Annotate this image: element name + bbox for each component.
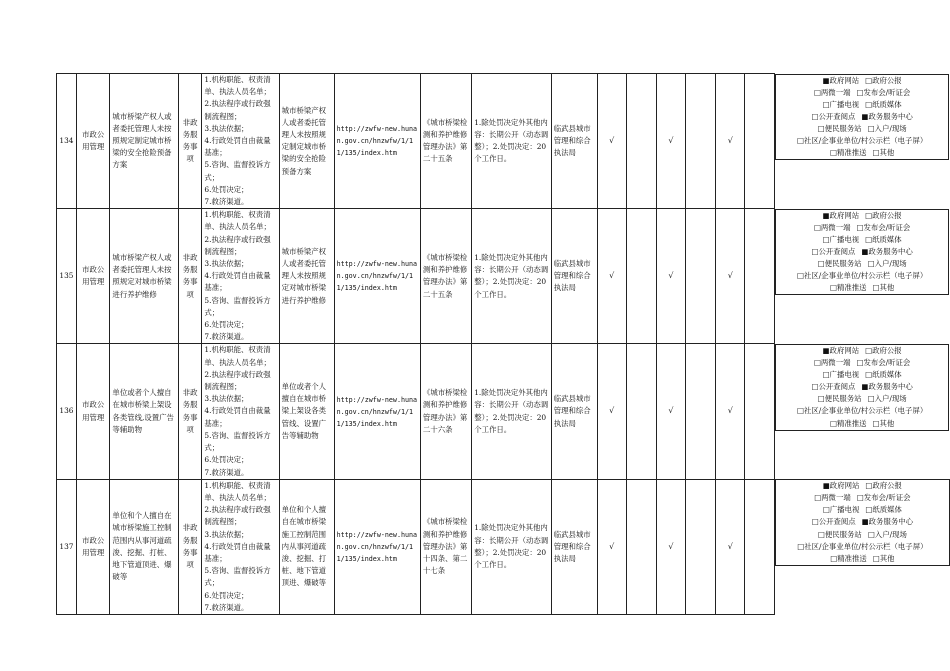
check-mark [686, 74, 716, 209]
table-row [57, 479, 950, 614]
content-line: 2.执法程序或行政强制流程图； [204, 234, 271, 256]
content-line: 7.救济渠道。 [204, 332, 249, 342]
channel-option: ■政务服务中心 [861, 382, 913, 392]
channel-option: □纸质媒体 [865, 505, 902, 515]
channel-line [778, 111, 946, 123]
channel-option: ■政务服务中心 [861, 111, 913, 121]
channels-cell [775, 344, 949, 431]
item-cell: 城市桥梁产权人或者委托管理人未按照规定对城市桥梁进行养护维修 [110, 209, 178, 344]
channel-line [778, 480, 946, 492]
channel-line [778, 222, 946, 234]
check-mark: √ [597, 344, 626, 479]
channel-line [778, 393, 946, 405]
channel-option: □入户/现场 [867, 394, 907, 404]
channel-line [778, 87, 946, 99]
channel-line [778, 345, 946, 357]
channels-cell [775, 479, 949, 566]
check-mark [626, 479, 656, 614]
disclosure-table [56, 73, 950, 615]
channel-option: □入户/现场 [867, 123, 907, 133]
channel-option: □纸质媒体 [865, 234, 902, 244]
check-mark: √ [597, 479, 626, 614]
channel-line [778, 99, 946, 111]
table-row [57, 344, 950, 479]
table-row [57, 74, 950, 209]
channel-line [778, 270, 946, 282]
channel-option: □便民服务站 [817, 529, 862, 539]
check-mark [745, 74, 775, 209]
channel-line [778, 246, 946, 258]
content-line: 6.处罚决定； [204, 184, 249, 194]
content-line: 3.执法依据； [204, 394, 249, 404]
check-mark [686, 479, 716, 614]
content-line: 3.执法依据； [204, 123, 249, 133]
url-cell[interactable]: http://zwfw-new.hunan.gov.cn/hnzwfw/1/11/135/index.htm [334, 209, 420, 344]
channel-option: □入户/现场 [867, 259, 907, 269]
agency-cell: 临武县城市管理和综合执法局 [551, 209, 597, 344]
channel-option: □发布会/听证会 [856, 493, 911, 503]
timing-cell: 1.除处罚决定外其他内容：长期公开（动态调整）；2.处罚决定：20个工作日。 [472, 479, 551, 614]
contents-cell [202, 74, 279, 209]
content-line: 5.咨询、监督投诉方式； [204, 430, 271, 453]
content-line: 1.机构职能、权责清单、执法人员名单； [204, 480, 271, 502]
type-cell: 非政务服务事项 [178, 209, 202, 344]
channel-line [778, 492, 946, 504]
content-line: 7.救济渠道。 [204, 602, 249, 612]
channel-line [778, 541, 946, 553]
channel-option: □纸质媒体 [865, 99, 902, 109]
content-line: 7.救济渠道。 [204, 197, 249, 207]
channel-option: □社区/企事业单位/村公示栏（电子屏） [797, 406, 928, 416]
channel-line [778, 516, 946, 528]
channel-line [778, 418, 946, 430]
content-line: 5.咨询、监督投诉方式； [204, 295, 271, 317]
channel-option: ■政府网站 [822, 345, 860, 355]
content-line: 2.执法程序或行政强制流程图； [204, 369, 271, 392]
channel-option: □发布会/听证会 [856, 87, 911, 97]
content-line: 1.机构职能、权责清单、执法人员名单； [204, 75, 271, 97]
channel-line [778, 381, 946, 393]
channel-line [778, 553, 946, 565]
channel-option: □便民服务站 [817, 394, 862, 404]
channel-option: □两微一端 [813, 87, 851, 97]
content-line: 6.处罚决定； [204, 590, 249, 600]
check-mark: √ [656, 209, 686, 344]
law-cell: 《城市桥梁检测和养护维修管理办法》第二十五条 [420, 74, 471, 209]
channel-option: □入户/现场 [867, 529, 907, 539]
table-row [57, 209, 950, 344]
timing-cell: 1.除处罚决定外其他内容：长期公开（动态调整）；2.处罚决定：20个工作日。 [472, 74, 551, 209]
content-line: 6.处罚决定； [204, 455, 249, 465]
channel-option: □公开查阅点 [811, 382, 856, 392]
check-mark: √ [716, 479, 745, 614]
content-line: 1.机构职能、权责清单、执法人员名单； [204, 345, 271, 367]
channel-line [778, 282, 946, 294]
law-cell: 《城市桥梁检测和养护维修管理办法》第二十五条 [420, 209, 471, 344]
channel-option: □公开查阅点 [811, 111, 856, 121]
channel-option: ■政府网站 [822, 210, 860, 220]
check-mark: √ [597, 74, 626, 209]
channel-option: □精准推送 [829, 148, 867, 158]
channel-option: ■政务服务中心 [861, 517, 914, 527]
table-body [57, 74, 950, 615]
category-cell: 市政公用管理 [76, 74, 110, 209]
channel-option: □政府公报 [865, 481, 902, 491]
channel-option: □精准推送 [829, 283, 867, 293]
check-mark [626, 74, 656, 209]
channel-option: □政府公报 [865, 75, 902, 85]
channel-line [778, 357, 946, 369]
check-mark [626, 209, 656, 344]
channel-option: □广播电视 [822, 505, 860, 515]
channel-line [778, 504, 946, 516]
channel-option: □其他 [872, 418, 895, 428]
content-line: 5.咨询、监督投诉方式； [204, 160, 271, 182]
channel-option: □广播电视 [822, 99, 860, 109]
channel-option: □精准推送 [830, 553, 867, 563]
url-cell[interactable]: http://zwfw-new.hunan.gov.cn/hnzwfw/1/11/135/index.htm [334, 479, 420, 614]
row-number: 136 [57, 344, 77, 479]
channel-option: □纸质媒体 [865, 370, 902, 380]
url-cell[interactable]: http://zwfw-new.hunan.gov.cn/hnzwfw/1/11/135/index.htm [334, 344, 420, 479]
category-cell: 市政公用管理 [76, 344, 110, 479]
check-mark: √ [656, 74, 686, 209]
desc-cell: 城市桥梁产权人或者委托管理人未按照规定对城市桥梁进行养护维修 [279, 209, 334, 344]
channel-option: □政府公报 [865, 345, 902, 355]
content-line: 6.处罚决定； [204, 320, 249, 330]
row-number: 135 [57, 209, 77, 344]
content-line: 1.机构职能、权责清单、执法人员名单； [204, 210, 271, 232]
channel-line [778, 258, 946, 270]
url-cell[interactable]: http://zwfw-new.hunan.gov.cn/hnzwfw/1/11/135/index.htm [334, 74, 420, 209]
content-line: 4.行政处罚自由裁量基准； [204, 271, 271, 293]
channel-option: □发布会/听证会 [856, 222, 911, 232]
desc-cell: 单位或者个人擅自在城市桥梁上架设各类管线、设置广告等辅助物 [279, 344, 334, 479]
channel-option: □两微一端 [813, 358, 851, 368]
channel-line [778, 369, 946, 381]
type-cell: 非政务服务事项 [178, 344, 202, 479]
channel-line [778, 234, 946, 246]
channel-line [778, 147, 946, 159]
channel-option: □其他 [872, 148, 895, 158]
channel-option: □两微一端 [813, 222, 851, 232]
content-line: 4.行政处罚自由裁量基准； [204, 136, 271, 158]
channel-option: □社区/企事业单位/村公示栏（电子屏） [797, 541, 928, 551]
check-mark [686, 209, 716, 344]
check-mark [745, 344, 775, 479]
content-line: 4.行政处罚自由裁量基准； [204, 541, 271, 563]
category-cell: 市政公用管理 [76, 209, 110, 344]
contents-cell [202, 209, 279, 344]
desc-cell: 单位和个人擅自在城市桥梁施工控制范围内从事河道疏浚、挖掘、打桩、地下管道顶进、爆破等 [279, 479, 334, 614]
channel-option: ■政务服务中心 [861, 247, 913, 257]
content-line: 5.咨询、监督投诉方式； [204, 566, 271, 588]
channel-option: □其他 [872, 283, 895, 293]
agency-cell: 临武县城市管理和综合执法局 [551, 479, 597, 614]
channel-line [778, 529, 946, 541]
channel-option: □政府公报 [865, 210, 902, 220]
check-mark: √ [716, 74, 745, 209]
content-line: 7.救济渠道。 [204, 467, 249, 477]
desc-cell: 城市桥梁产权人或者委托管理人未按照规定制定城市桥梁的安全抢险预备方案 [279, 74, 334, 209]
channel-option: □社区/企事业单位/村公示栏（电子屏） [797, 135, 928, 145]
check-mark [745, 209, 775, 344]
channels-cell [775, 74, 949, 161]
timing-cell: 1.除处罚决定外其他内容：长期公开（动态调整）；2.处罚决定：20个工作日。 [472, 209, 551, 344]
channel-option: □两微一端 [814, 493, 851, 503]
channel-line [778, 210, 946, 222]
content-line: 2.执法程序或行政强制流程图； [204, 505, 271, 527]
contents-cell [202, 479, 279, 614]
content-line: 4.行政处罚自由裁量基准； [204, 406, 271, 428]
check-mark: √ [656, 479, 686, 614]
channel-line [778, 135, 946, 147]
item-cell: 单位或者个人擅自在城市桥梁上架设各类管线,设置广告等辅助物 [110, 344, 178, 479]
channel-option: □便民服务站 [817, 123, 862, 133]
content-line: 3.执法依据； [204, 529, 249, 539]
contents-cell [202, 344, 279, 479]
type-cell: 非政务服务事项 [178, 479, 202, 614]
category-cell: 市政公用管理 [76, 479, 110, 614]
law-cell: 《城市桥梁检测和养护维修管理办法》第二十六条 [420, 344, 471, 479]
check-mark: √ [716, 209, 745, 344]
item-cell: 单位和个人擅自在城市桥梁施工控制范围内从事河道疏浚、挖掘、打桩、地下管道顶进、爆破等 [110, 479, 178, 614]
channels-cell [775, 209, 949, 296]
channel-option: □公开查阅点 [811, 247, 856, 257]
check-mark: √ [656, 344, 686, 479]
law-cell: 《城市桥梁检测和养护维修管理办法》第十四条、第二十七条 [420, 479, 471, 614]
channel-line [778, 405, 946, 417]
channel-option: □精准推送 [829, 418, 867, 428]
type-cell: 非政务服务事项 [178, 74, 202, 209]
check-mark [626, 344, 656, 479]
content-line: 2.执法程序或行政强制流程图； [204, 99, 271, 121]
check-mark: √ [597, 209, 626, 344]
channel-option: ■政府网站 [822, 481, 860, 491]
channel-line [778, 123, 946, 135]
channel-option: □其他 [872, 553, 895, 563]
agency-cell: 临武县城市管理和综合执法局 [551, 344, 597, 479]
channel-option: □便民服务站 [817, 259, 862, 269]
row-number: 137 [57, 479, 77, 614]
check-mark [686, 344, 716, 479]
channel-option: □发布会/听证会 [856, 358, 911, 368]
channel-option: ■政府网站 [822, 75, 860, 85]
agency-cell: 临武县城市管理和综合执法局 [551, 74, 597, 209]
channel-option: □广播电视 [822, 370, 860, 380]
row-number: 134 [57, 74, 77, 209]
channel-line [778, 75, 946, 87]
channel-option: □广播电视 [822, 234, 860, 244]
check-mark: √ [716, 344, 745, 479]
check-mark [745, 479, 775, 614]
channel-option: □社区/企事业单位/村公示栏（电子屏） [797, 271, 928, 281]
timing-cell: 1.除处罚决定外其他内容：长期公开（动态调整）；2.处罚决定：20个工作日。 [472, 344, 551, 479]
item-cell: 城市桥梁产权人或者委托管理人未按照规定制定城市桥梁的安全抢险预备方案 [110, 74, 178, 209]
channel-option: □公开查阅点 [811, 517, 856, 527]
content-line: 3.执法依据； [204, 259, 249, 269]
